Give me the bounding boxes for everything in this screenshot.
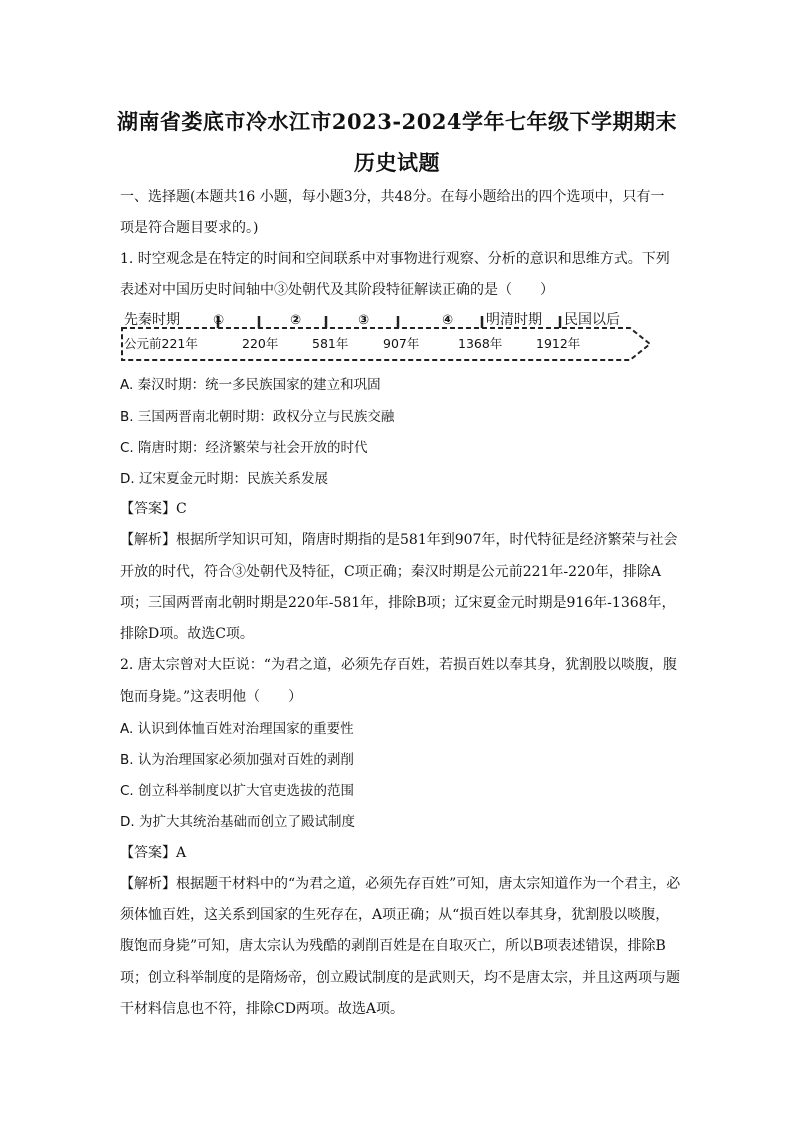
- q1-option-c: C. 隋唐时期：经济繁荣与社会开放的时代: [120, 440, 368, 456]
- period-ming-qing: 明清时期: [486, 312, 542, 328]
- q1-analysis-line: 【解析】根据所学知识可知，隋唐时期指的是581年到907年，时代特征是经济繁荣与社会: [120, 532, 678, 548]
- q2-option-a: A. 认识到体恤百姓对治理国家的重要性: [120, 721, 354, 737]
- q2-analysis-line: 腹饱而身毙”可知，唐太宗认为残酷的剥削百姓是在自取灭亡，所以B项表述错误，排除B: [120, 938, 666, 954]
- year-581: 581年: [312, 336, 349, 351]
- q2-analysis-line: 须体恤百姓，这关系到国家的生死存在，A项正确；从“损百姓以奉其身，犹割股以啖腹，: [120, 907, 670, 923]
- year-1368: 1368年: [458, 336, 503, 351]
- period-marker-2: ②: [290, 313, 302, 328]
- year-220: 220年: [242, 336, 279, 351]
- year-221bc: 公元前221年: [124, 336, 198, 351]
- period-pre-qin: 先秦时期: [124, 312, 180, 328]
- exam-title: 湖南省娄底市冷水江市2023-2024学年七年级下学期期末: [116, 109, 678, 134]
- question-1-stem-cont: 表述对中国历史时间轴中③处朝代及其阶段特征解读正确的是（ ）: [120, 282, 554, 298]
- question-1-stem: 1. 时空观念是在特定的时间和空间联系中对事物进行观察、分析的意识和思维方式。下列: [120, 251, 670, 267]
- q2-analysis-line: 干材料信息也不符，排除CD两项。故选A项。: [120, 1001, 405, 1017]
- q2-option-c: C. 创立科举制度以扩大官吏选拔的范围: [120, 783, 355, 799]
- period-republic: 民国以后: [564, 312, 620, 328]
- history-timeline: [120, 306, 660, 362]
- question-2-stem: 2. 唐太宗曾对大臣说：“为君之道，必须先存百姓，若损百姓以奉其身，犹割股以啖腹，腹: [120, 657, 677, 673]
- q1-analysis-line: 开放的时代，符合③处朝代及特征，C项正确；秦汉时期是公元前221年-220年，排除A: [120, 564, 661, 580]
- q1-option-b: B. 三国两晋南北朝时期：政权分立与民族交融: [120, 409, 395, 425]
- q1-analysis-line: 排除D项。故选C项。: [120, 626, 254, 642]
- q1-analysis-line: 项；三国两晋南北朝时期是220年-581年，排除B项；辽宋夏金元时期是916年-1368年，: [120, 595, 676, 611]
- q1-answer: 【答案】C: [120, 501, 187, 517]
- q1-option-a: A. 秦汉时期：统一多民族国家的建立和巩固: [120, 377, 381, 393]
- q2-answer: 【答案】A: [120, 845, 187, 861]
- exam-subtitle: 历史试题: [354, 150, 440, 175]
- q2-option-b: B. 认为治理国家必须加强对百姓的剥削: [120, 752, 354, 768]
- period-marker-4: ④: [442, 313, 454, 328]
- q1-option-d: D. 辽宋夏金元时期：民族关系发展: [120, 471, 328, 487]
- period-marker-3: ③: [358, 313, 370, 328]
- question-2-stem-cont: 饱而身毙。”这表明他（ ）: [120, 689, 303, 705]
- year-907: 907年: [383, 336, 420, 351]
- q2-analysis-line: 项；创立科举制度的是隋炀帝，创立殿试制度的是武则天，均不是唐太宗，并且这两项与题: [120, 970, 680, 986]
- year-1912: 1912年: [536, 336, 581, 351]
- section-instructions: 一、选择题(本题共16 小题，每小题3分，共48分。在每小题给出的四个选项中，只有一: [120, 189, 665, 205]
- q2-option-d: D. 为扩大其统治基础而创立了殿试制度: [120, 814, 355, 830]
- q2-analysis-line: 【解析】根据题干材料中的“为君之道，必须先存百姓”可知，唐太宗知道作为一个君主，必: [120, 876, 680, 892]
- period-marker-1: ①: [213, 313, 225, 328]
- section-instructions-cont: 项是符合题目要求的。): [120, 220, 259, 236]
